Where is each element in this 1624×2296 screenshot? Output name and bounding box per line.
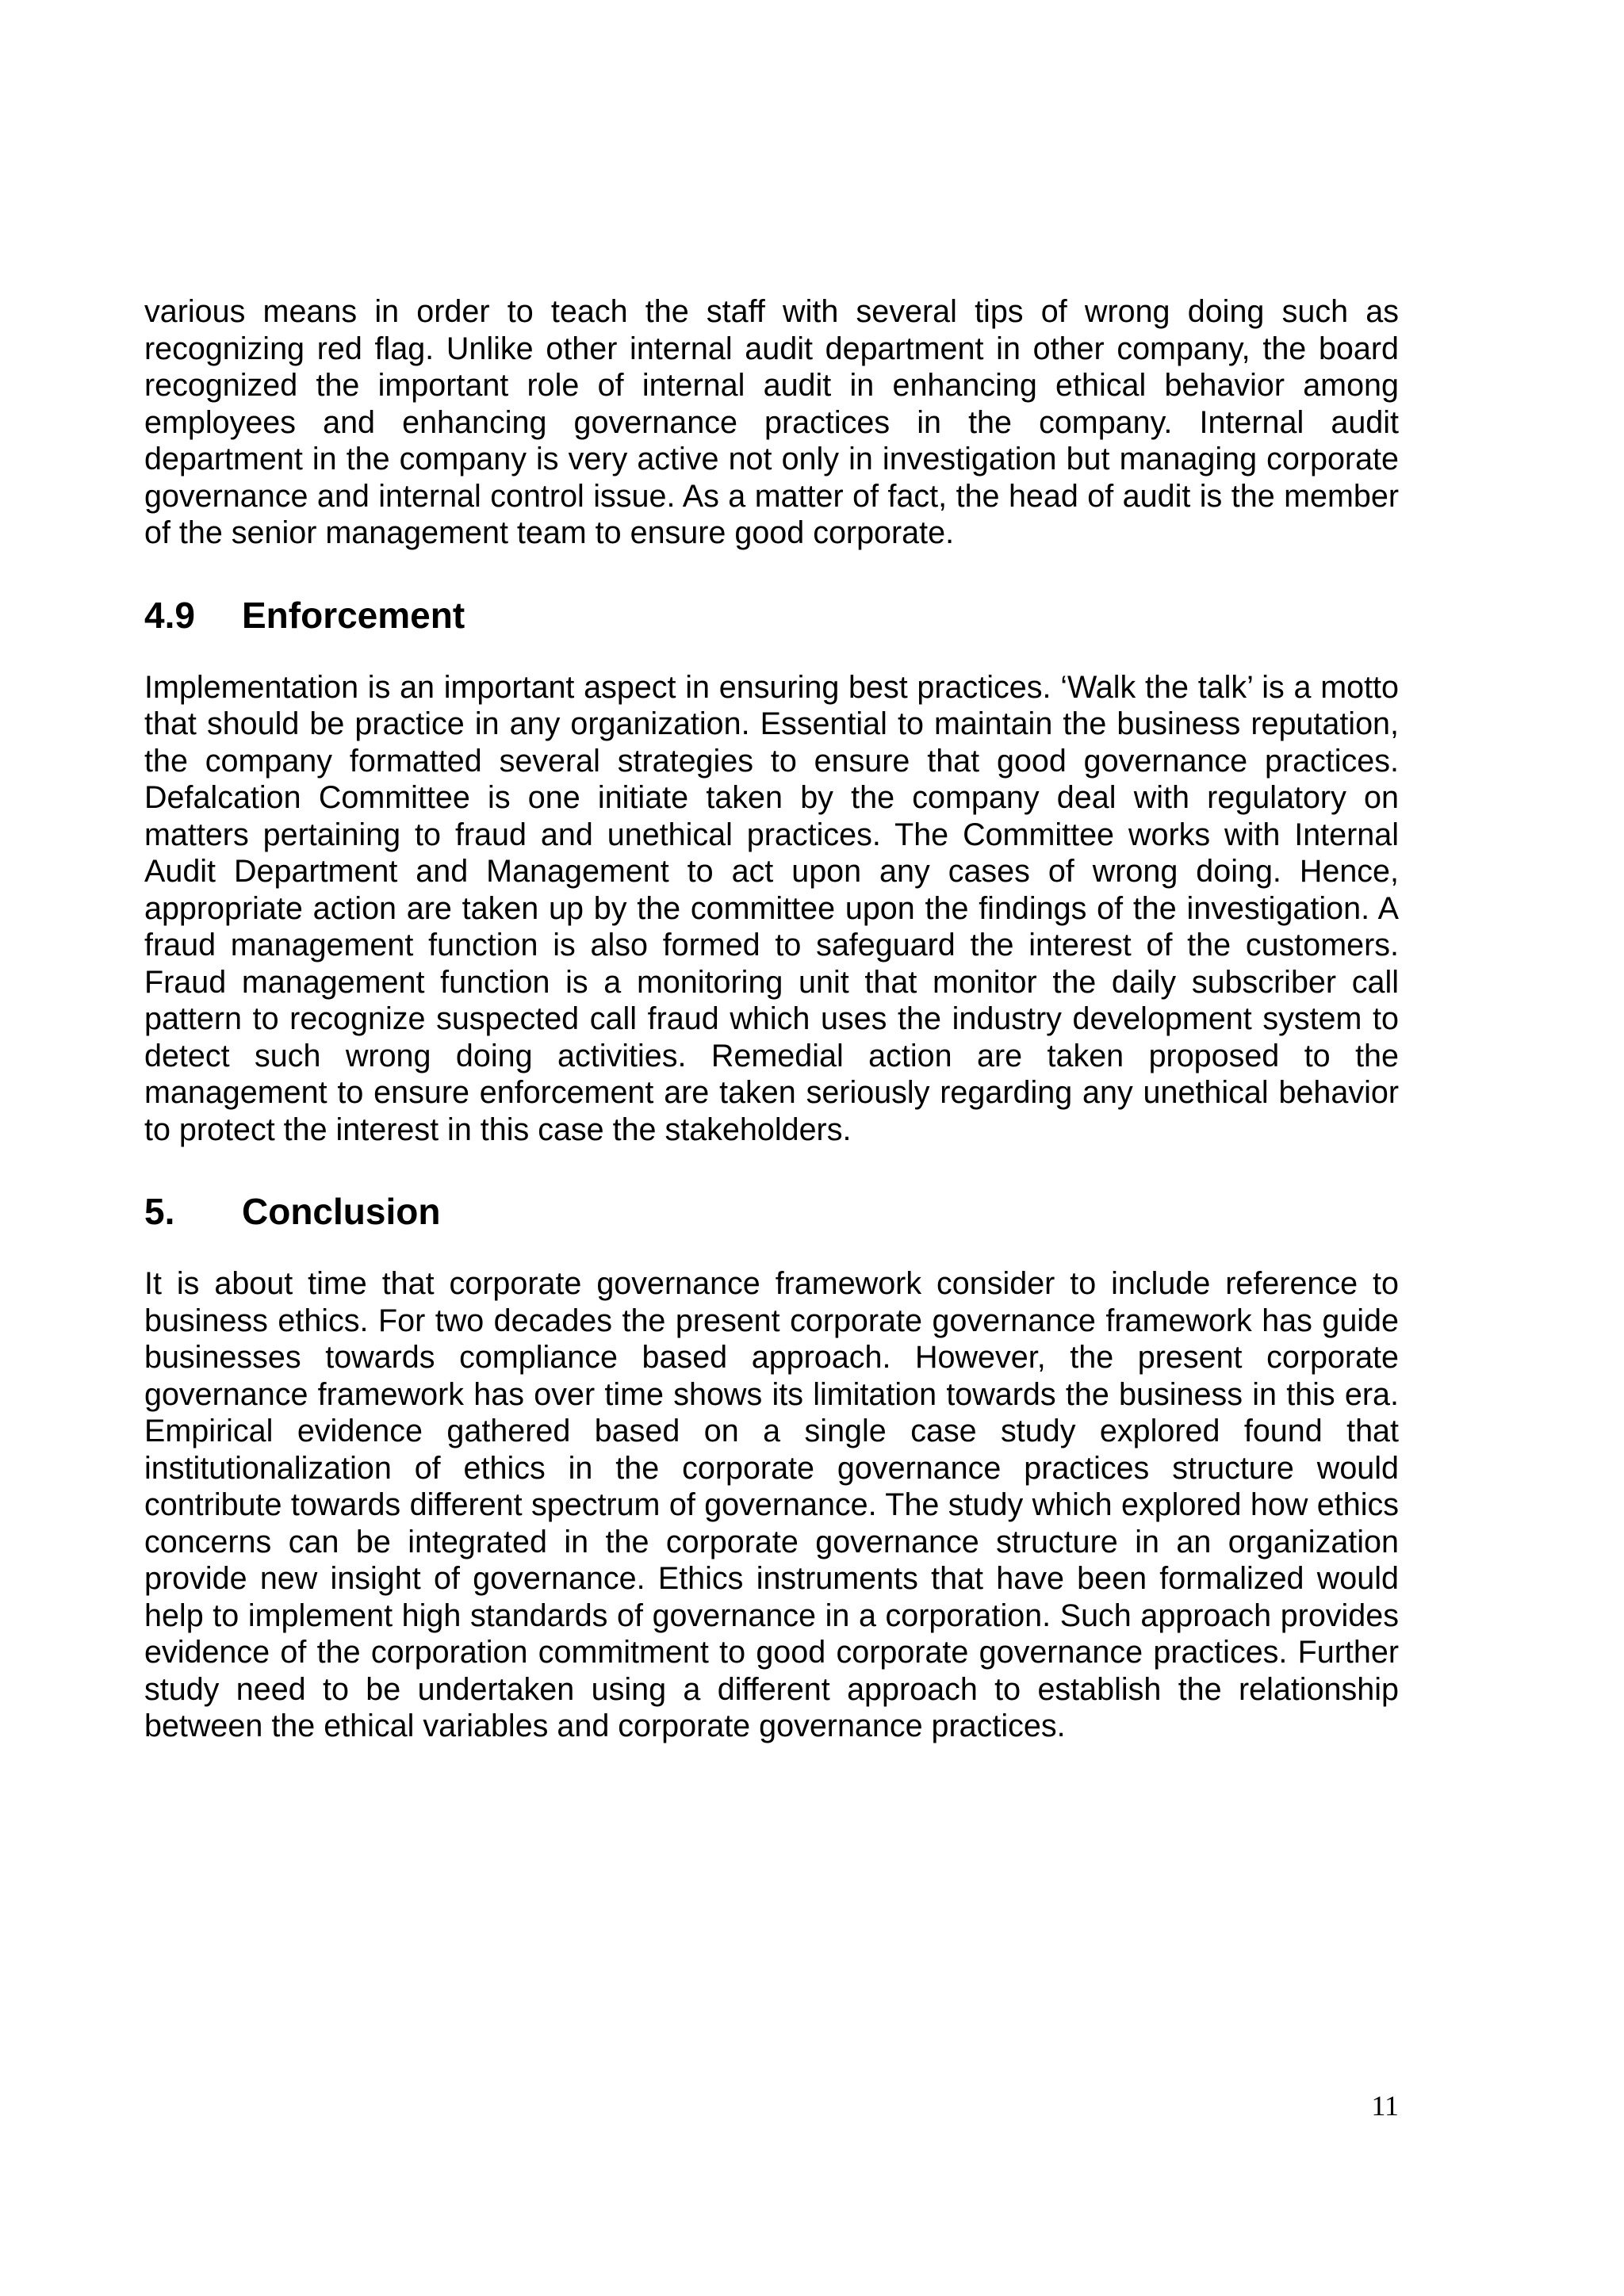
enforcement-paragraph: Implementation is an important aspect in ensuring best practices. ‘Walk the talk’ is a motto that should be practice in any organization. Essential to maintain the business reputation, the company formatted several strategies to ensure that good governance practices. Defalcation Committee is one initiate taken by the company deal with regulatory on matters pertaining to fraud and unethical practices. The Committee works with Internal Audit Department and Management to act upon any cases of wrong doing. Hence, appropriate action are taken up by the committee upon the findings of the investigation. A fraud management function is also formed to safeguard the interest of the customers. Fraud management function is a monitoring unit that monitor the daily subscriber call pattern to recognize suspected call fraud which uses the industry development system to detect such wrong doing activities. Remedial action are taken proposed to the management to ensure enforcement are taken seriously regarding any unethical behavior to protect the interest in this case the stakeholders. bbox=[144, 669, 1399, 1147]
section-heading-enforcement bbox=[144, 593, 1399, 637]
section-number: 4.9 bbox=[144, 594, 195, 636]
section-heading-conclusion bbox=[144, 1189, 1399, 1234]
page-content bbox=[144, 293, 1399, 1745]
section-number: 5. bbox=[144, 1191, 175, 1232]
conclusion-paragraph: It is about time that corporate governance framework consider to include reference to business ethics. For two decades the present corporate governance framework has guide businesses towards compliance based approach. However, the present corporate governance framework has over time shows its limitation towards the business in this era. Empirical evidence gathered based on a single case study explored found that institutionalization of ethics in the corporate governance practices structure would contribute towards different spectrum of governance. The study which explored how ethics concerns can be integrated in the corporate governance structure in an organization provide new insight of governance. Ethics instruments that have been formalized would help to implement high standards of governance in a corporation. Such approach provides evidence of the corporation commitment to good corporate governance practices. Further study need to be undertaken using a different approach to establish the relationship between the ethical variables and corporate governance practices. bbox=[144, 1266, 1399, 1743]
page-number: 11 bbox=[1371, 2090, 1399, 2122]
section-title: Conclusion bbox=[242, 1191, 441, 1232]
intro-paragraph: various means in order to teach the staff with several tips of wrong doing such as recognizing red flag. Unlike other internal audit department in other company, the board recognized the important role of internal audit in enhancing ethical behavior among employees and enhancing governance practices in the company. Internal audit department in the company is very active not only in investigation but managing corporate governance and internal control issue. As a matter of fact, the head of audit is the member of the senior management team to ensure good corporate. bbox=[144, 294, 1399, 550]
section-title: Enforcement bbox=[242, 594, 465, 636]
